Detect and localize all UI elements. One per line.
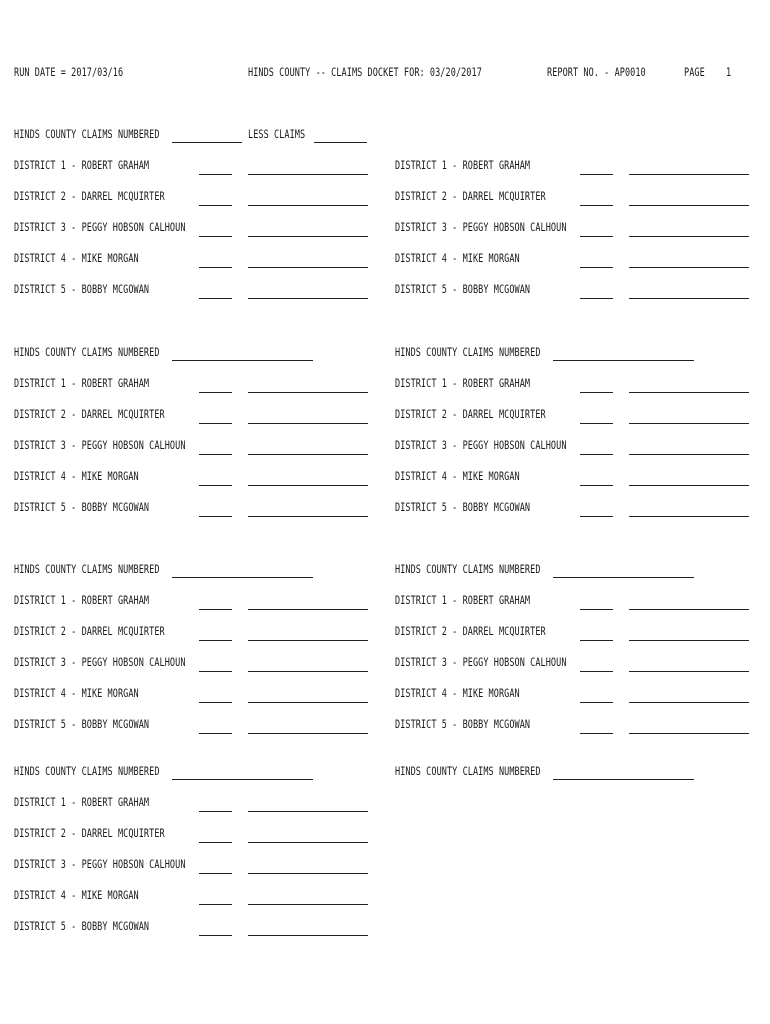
- amount-blank[interactable]: [248, 454, 368, 455]
- claims-number-blank[interactable]: [172, 779, 313, 780]
- amount-blank[interactable]: [629, 454, 749, 455]
- amount-blank[interactable]: [248, 205, 368, 206]
- less-claims-blank[interactable]: [314, 142, 367, 143]
- vote-blank[interactable]: [580, 236, 613, 237]
- amount-blank[interactable]: [629, 702, 749, 703]
- page-label: PAGE: [684, 65, 705, 79]
- vote-blank[interactable]: [199, 298, 232, 299]
- vote-blank[interactable]: [580, 423, 613, 424]
- amount-blank[interactable]: [248, 236, 368, 237]
- vote-blank[interactable]: [580, 392, 613, 393]
- report-number: REPORT NO. - AP0010: [547, 65, 646, 79]
- district-label: DISTRICT 3 - PEGGY HOBSON CALHOUN: [14, 655, 186, 669]
- amount-blank[interactable]: [248, 935, 368, 936]
- district-label: DISTRICT 2 - DARREL MCQUIRTER: [395, 624, 546, 638]
- amount-blank[interactable]: [629, 640, 749, 641]
- vote-blank[interactable]: [199, 205, 232, 206]
- amount-blank[interactable]: [629, 733, 749, 734]
- district-label: DISTRICT 1 - ROBERT GRAHAM: [395, 376, 531, 390]
- vote-blank[interactable]: [580, 174, 613, 175]
- vote-blank[interactable]: [580, 485, 613, 486]
- district-label: DISTRICT 1 - ROBERT GRAHAM: [14, 593, 150, 607]
- district-label: DISTRICT 2 - DARREL MCQUIRTER: [395, 189, 546, 203]
- vote-blank[interactable]: [199, 267, 232, 268]
- district-label: DISTRICT 3 - PEGGY HOBSON CALHOUN: [395, 655, 567, 669]
- district-label: DISTRICT 4 - MIKE MORGAN: [395, 251, 520, 265]
- vote-blank[interactable]: [580, 267, 613, 268]
- vote-blank[interactable]: [580, 205, 613, 206]
- amount-blank[interactable]: [629, 205, 749, 206]
- amount-blank[interactable]: [248, 423, 368, 424]
- district-label: DISTRICT 1 - ROBERT GRAHAM: [14, 158, 150, 172]
- district-label: DISTRICT 3 - PEGGY HOBSON CALHOUN: [14, 220, 186, 234]
- district-label: DISTRICT 3 - PEGGY HOBSON CALHOUN: [395, 438, 567, 452]
- district-label: DISTRICT 5 - BOBBY MCGOWAN: [395, 282, 531, 296]
- amount-blank[interactable]: [248, 842, 368, 843]
- amount-blank[interactable]: [248, 811, 368, 812]
- district-label: DISTRICT 2 - DARREL MCQUIRTER: [395, 407, 546, 421]
- amount-blank[interactable]: [248, 733, 368, 734]
- vote-blank[interactable]: [580, 671, 613, 672]
- page-number: 1: [726, 65, 732, 79]
- district-label: DISTRICT 5 - BOBBY MCGOWAN: [14, 717, 150, 731]
- claims-number-blank[interactable]: [553, 779, 694, 780]
- amount-blank[interactable]: [629, 236, 749, 237]
- amount-blank[interactable]: [248, 873, 368, 874]
- district-label: DISTRICT 1 - ROBERT GRAHAM: [395, 593, 531, 607]
- vote-blank[interactable]: [199, 485, 232, 486]
- vote-blank[interactable]: [199, 811, 232, 812]
- vote-blank[interactable]: [199, 609, 232, 610]
- block-heading: HINDS COUNTY CLAIMS NUMBERED: [14, 764, 160, 778]
- vote-blank[interactable]: [199, 671, 232, 672]
- district-label: DISTRICT 5 - BOBBY MCGOWAN: [14, 500, 150, 514]
- amount-blank[interactable]: [248, 267, 368, 268]
- district-label: DISTRICT 4 - MIKE MORGAN: [14, 469, 139, 483]
- amount-blank[interactable]: [629, 485, 749, 486]
- report-title: HINDS COUNTY -- CLAIMS DOCKET FOR: 03/20/2017: [248, 65, 482, 79]
- district-label: DISTRICT 3 - PEGGY HOBSON CALHOUN: [395, 220, 567, 234]
- amount-blank[interactable]: [248, 298, 368, 299]
- amount-blank[interactable]: [248, 702, 368, 703]
- block-heading: HINDS COUNTY CLAIMS NUMBERED: [14, 127, 160, 141]
- vote-blank[interactable]: [580, 640, 613, 641]
- run-date: RUN DATE = 2017/03/16: [14, 65, 124, 79]
- district-label: DISTRICT 5 - BOBBY MCGOWAN: [14, 919, 150, 933]
- district-label: DISTRICT 3 - PEGGY HOBSON CALHOUN: [14, 438, 186, 452]
- claims-number-blank[interactable]: [172, 577, 313, 578]
- amount-blank[interactable]: [248, 392, 368, 393]
- amount-blank[interactable]: [248, 174, 368, 175]
- block-heading: HINDS COUNTY CLAIMS NUMBERED: [14, 345, 160, 359]
- district-label: DISTRICT 4 - MIKE MORGAN: [395, 469, 520, 483]
- district-label: DISTRICT 4 - MIKE MORGAN: [14, 251, 139, 265]
- claims-number-blank[interactable]: [172, 360, 313, 361]
- vote-blank[interactable]: [580, 609, 613, 610]
- claims-number-blank[interactable]: [553, 577, 694, 578]
- district-label: DISTRICT 4 - MIKE MORGAN: [395, 686, 520, 700]
- claims-number-blank[interactable]: [172, 142, 242, 143]
- amount-blank[interactable]: [629, 423, 749, 424]
- amount-blank[interactable]: [248, 640, 368, 641]
- block-heading: HINDS COUNTY CLAIMS NUMBERED: [14, 562, 160, 576]
- amount-blank[interactable]: [248, 609, 368, 610]
- vote-blank[interactable]: [199, 935, 232, 936]
- block-heading: HINDS COUNTY CLAIMS NUMBERED: [395, 345, 541, 359]
- vote-blank[interactable]: [580, 454, 613, 455]
- district-label: DISTRICT 5 - BOBBY MCGOWAN: [14, 282, 150, 296]
- amount-blank[interactable]: [629, 298, 749, 299]
- amount-blank[interactable]: [629, 267, 749, 268]
- amount-blank[interactable]: [629, 392, 749, 393]
- district-label: DISTRICT 2 - DARREL MCQUIRTER: [14, 407, 165, 421]
- vote-blank[interactable]: [580, 516, 613, 517]
- amount-blank[interactable]: [629, 174, 749, 175]
- vote-blank[interactable]: [199, 236, 232, 237]
- vote-blank[interactable]: [580, 298, 613, 299]
- vote-blank[interactable]: [199, 702, 232, 703]
- less-claims-label: LESS CLAIMS: [248, 127, 306, 141]
- amount-blank[interactable]: [629, 671, 749, 672]
- vote-blank[interactable]: [199, 842, 232, 843]
- vote-blank[interactable]: [199, 516, 232, 517]
- district-label: DISTRICT 2 - DARREL MCQUIRTER: [14, 189, 165, 203]
- district-label: DISTRICT 2 - DARREL MCQUIRTER: [14, 624, 165, 638]
- district-label: DISTRICT 1 - ROBERT GRAHAM: [14, 376, 150, 390]
- amount-blank[interactable]: [629, 609, 749, 610]
- vote-blank[interactable]: [580, 733, 613, 734]
- vote-blank[interactable]: [199, 640, 232, 641]
- vote-blank[interactable]: [199, 174, 232, 175]
- district-label: DISTRICT 4 - MIKE MORGAN: [14, 888, 139, 902]
- district-label: DISTRICT 1 - ROBERT GRAHAM: [395, 158, 531, 172]
- vote-blank[interactable]: [199, 454, 232, 455]
- district-label: DISTRICT 5 - BOBBY MCGOWAN: [395, 717, 531, 731]
- claims-number-blank[interactable]: [553, 360, 694, 361]
- amount-blank[interactable]: [248, 904, 368, 905]
- vote-blank[interactable]: [199, 733, 232, 734]
- district-label: DISTRICT 3 - PEGGY HOBSON CALHOUN: [14, 857, 186, 871]
- amount-blank[interactable]: [248, 485, 368, 486]
- block-heading: HINDS COUNTY CLAIMS NUMBERED: [395, 764, 541, 778]
- vote-blank[interactable]: [580, 702, 613, 703]
- vote-blank[interactable]: [199, 392, 232, 393]
- district-label: DISTRICT 1 - ROBERT GRAHAM: [14, 795, 150, 809]
- vote-blank[interactable]: [199, 873, 232, 874]
- amount-blank[interactable]: [248, 671, 368, 672]
- block-heading: HINDS COUNTY CLAIMS NUMBERED: [395, 562, 541, 576]
- district-label: DISTRICT 4 - MIKE MORGAN: [14, 686, 139, 700]
- amount-blank[interactable]: [629, 516, 749, 517]
- amount-blank[interactable]: [248, 516, 368, 517]
- vote-blank[interactable]: [199, 423, 232, 424]
- district-label: DISTRICT 2 - DARREL MCQUIRTER: [14, 826, 165, 840]
- vote-blank[interactable]: [199, 904, 232, 905]
- district-label: DISTRICT 5 - BOBBY MCGOWAN: [395, 500, 531, 514]
